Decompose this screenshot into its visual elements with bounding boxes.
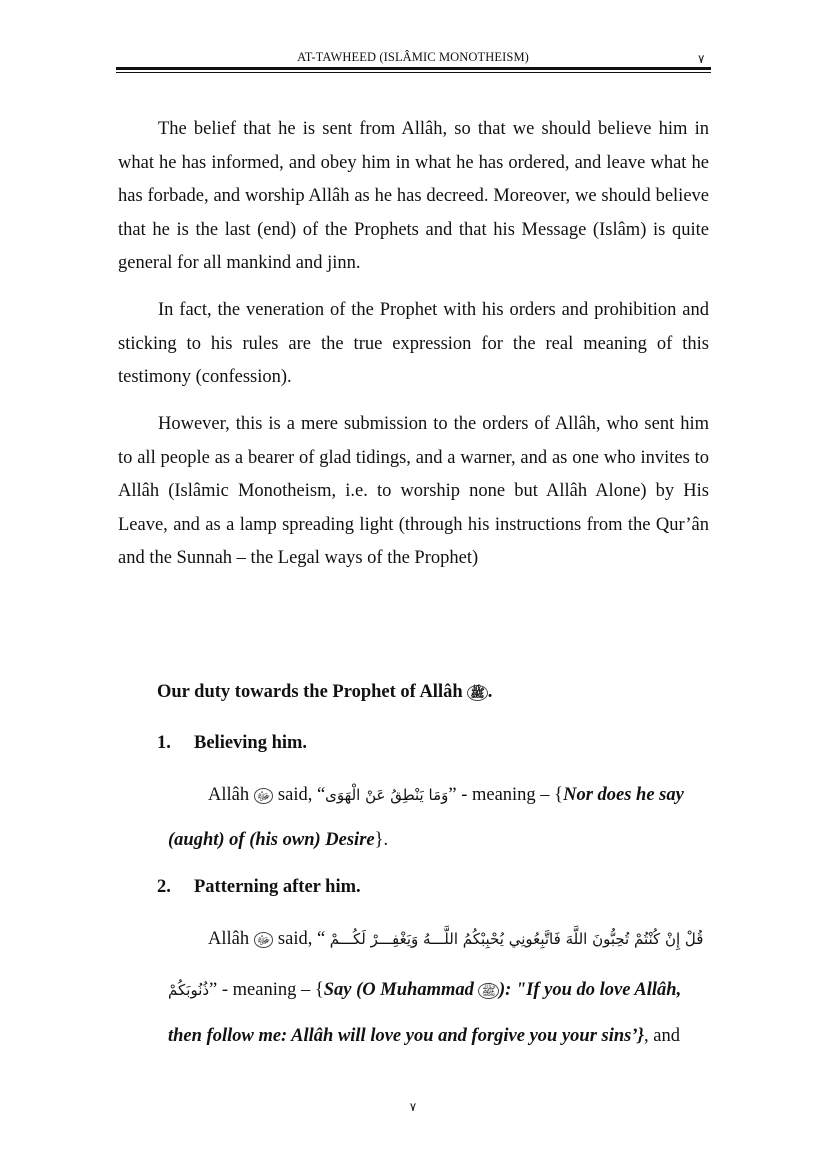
section-heading-text: Our duty towards the Prophet of Allâh	[157, 682, 463, 702]
prophet-honorific-symbol: ﷺ	[467, 685, 488, 701]
running-header-title: AT-TAWHEED (ISLÂMIC MONOTHEISM)	[297, 50, 529, 64]
allah-label-2: Allâh	[208, 929, 250, 949]
paragraph-belief: The belief that he is sent from Allâh, so that we should believe him in what he has informed, and obey him in what he has ordered, and leave what he has forbade, and worship Allâh as he has decreed. Moreover, we should believe that he is the last (end) of the Prophets and that his Message (Islâm) is quite general for all mankind and jinn.	[118, 119, 709, 274]
arabic-verse-2a: قُلْ إِنْ كُنْتُمْ تُحِبُّونَ اللَّهَ فَاتَّبِعُونِي يُحْبِبْكُمُ اللَّـــهُ وَيَغْفِـــرْ لَكُـــمْ	[329, 930, 704, 948]
header-page-number: ٧	[698, 52, 705, 66]
footer-page-number: ٧	[409, 1100, 417, 1114]
list-title-patterning: Patterning after him.	[194, 877, 361, 897]
translation-part-a: Nor does he say	[563, 785, 684, 805]
meaning-text: ” - meaning – {	[448, 785, 564, 805]
list-title-believing: Believing him.	[194, 733, 308, 753]
said-text: said, “	[277, 785, 326, 805]
item2-meaning-line	[168, 980, 681, 1001]
paragraph-submission: However, this is a mere submission to the orders of Allâh, who sent him to all people as a bearer of glad tidings, and a warner, and as one who invites to Allâh (Islâmic Monotheism, i.e. to worship none but Allâh Alone) by His Leave, and as a lamp spreading light (through his instructions from the Qur’ân and the Sunnah – the Legal ways of the Prophet)	[118, 414, 709, 569]
allah-honorific-symbol-2: ﷻ	[254, 932, 274, 948]
translation-tail: , and	[643, 1026, 680, 1046]
list-number-1: 1.	[157, 733, 171, 753]
allah-label: Allâh	[208, 785, 250, 805]
item1-quote-line	[208, 785, 684, 806]
section-heading: Our duty towards the Prophet of Allâh ﷺ .	[157, 682, 493, 702]
list-number-2: 2.	[157, 877, 171, 897]
item2-translation-line	[168, 1026, 680, 1047]
translation-close: }.	[374, 830, 389, 850]
prophet-honorific-symbol-2: ﷺ	[478, 983, 499, 999]
meaning-text-2: ” - meaning – {	[209, 980, 324, 1000]
header-rule-thick	[116, 67, 711, 70]
translation-2a: Say (O Muhammad	[323, 980, 474, 1000]
paragraph-veneration: In fact, the veneration of the Prophet with his orders and prohibition and sticking to his rules are the true expression for the real meaning of this testimony (confession).	[118, 300, 709, 388]
translation-part-b: (aught) of (his own) Desire	[168, 830, 375, 850]
allah-honorific-symbol: ﷻ	[254, 788, 274, 804]
arabic-verse-2b: ذُنُوبَكُمْ	[168, 981, 210, 999]
header-rule-thin	[116, 72, 711, 73]
arabic-verse-1: وَمَا يَنْطِقُ عَنْ الْهَوَى	[325, 786, 449, 804]
said-text-2: said, “	[277, 929, 326, 949]
translation-2c: then follow me: Allâh will love you and forgive you your sins’}	[168, 1026, 644, 1046]
item2-quote-line	[208, 929, 703, 950]
item1-translation-line	[168, 830, 388, 851]
translation-2b: ): "If you do love Allâh,	[498, 980, 682, 1000]
